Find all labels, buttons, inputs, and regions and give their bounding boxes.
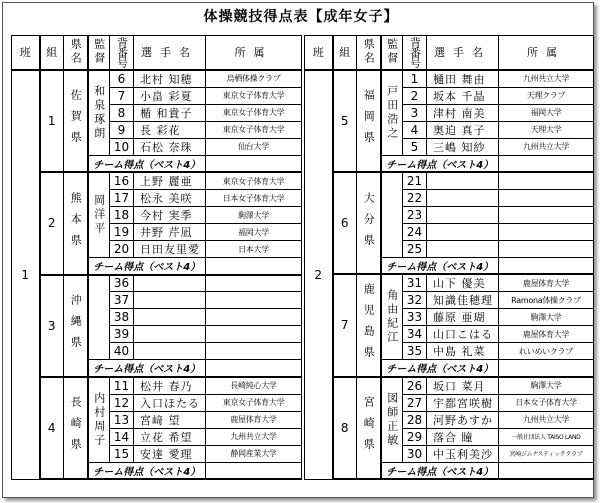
- club-cell: [206, 292, 302, 309]
- player-name-cell: 日田友里愛: [134, 241, 206, 258]
- player-name-cell: 安達 愛理: [134, 445, 206, 462]
- bib-number-cell: 17: [110, 190, 134, 207]
- player-name-cell: 坂口 菜月: [427, 377, 499, 395]
- header-name: 選手名: [134, 36, 206, 70]
- club-cell: [206, 275, 302, 292]
- club-cell: 日本女子体育大学: [206, 190, 302, 207]
- club-cell: 静岡産業大学: [206, 445, 302, 462]
- club-cell: 日本大学: [206, 241, 302, 258]
- team-score-label: チーム得点（ベスト4）: [381, 155, 499, 172]
- bib-number-cell: 4: [403, 121, 427, 138]
- club-cell: 宮崎ジムナスティッククラブ: [499, 445, 594, 462]
- player-name-cell: 山口こはる: [427, 326, 499, 343]
- bib-number-cell: 27: [403, 394, 427, 411]
- bib-number-cell: 21: [403, 172, 427, 189]
- player-name-cell: 立花 希望: [134, 428, 206, 445]
- team-score-value: [499, 360, 594, 377]
- player-name-cell: [134, 343, 206, 360]
- player-row: [305, 70, 594, 88]
- team-score-label: チーム得点（ベスト4）: [381, 462, 499, 479]
- bib-number-cell: 2: [403, 87, 427, 104]
- coach-cell: [88, 275, 110, 360]
- bib-number-cell: 14: [110, 428, 134, 445]
- club-cell: 九州共立大学: [499, 138, 594, 155]
- header-bib: 背番号: [403, 36, 427, 70]
- bib-number-cell: 38: [110, 309, 134, 326]
- club-cell: 福岡大学: [499, 104, 594, 121]
- club-cell: 日本女子体育大学: [499, 394, 594, 411]
- han-cell: 2: [305, 70, 333, 480]
- score-tables: [11, 35, 591, 493]
- club-cell: 鹿屋体育大学: [499, 274, 594, 292]
- header-han: 班: [12, 36, 40, 70]
- player-row: [12, 275, 302, 292]
- header-kumi: 組: [333, 36, 357, 70]
- team-score-value: [206, 462, 302, 479]
- group-number-cell: 5: [333, 70, 357, 173]
- bib-number-cell: 33: [403, 309, 427, 326]
- coach-cell: 岡洋平: [88, 172, 110, 258]
- coach-cell: 和泉琢朗: [88, 70, 110, 156]
- bib-number-cell: 16: [110, 172, 134, 190]
- bib-number-cell: 1: [403, 70, 427, 88]
- player-name-cell: 井野 芹凪: [134, 224, 206, 241]
- club-cell: [499, 206, 594, 223]
- player-name-cell: 小畠 彩夏: [134, 87, 206, 104]
- club-cell: 九州共立大学: [499, 411, 594, 428]
- player-name-cell: [427, 206, 499, 223]
- team-score-value: [206, 360, 302, 377]
- player-name-cell: [134, 309, 206, 326]
- club-cell: 鹿屋体育大学: [206, 411, 302, 428]
- prefecture-cell: 長崎県: [64, 377, 88, 480]
- bib-number-cell: 15: [110, 445, 134, 462]
- player-name-cell: 津村 南美: [427, 104, 499, 121]
- header-row: [12, 36, 302, 70]
- coach-cell: 角由紀江: [381, 274, 403, 360]
- player-name-cell: [134, 326, 206, 343]
- player-row: [305, 274, 594, 292]
- player-row: [12, 377, 302, 395]
- club-cell: [499, 240, 594, 257]
- team-score-value: [499, 155, 594, 172]
- player-name-cell: 三嶋 知紗: [427, 138, 499, 155]
- player-name-cell: [427, 189, 499, 206]
- player-row: [305, 377, 594, 395]
- bib-number-cell: 11: [110, 377, 134, 395]
- player-name-cell: [427, 240, 499, 257]
- bib-number-cell: 5: [403, 138, 427, 155]
- team-score-value: [499, 462, 594, 479]
- club-cell: 仙台大学: [206, 138, 302, 155]
- header-coach: 監督: [88, 36, 110, 70]
- player-name-cell: 宮﨑 望: [134, 411, 206, 428]
- bib-number-cell: 22: [403, 189, 427, 206]
- group-number-cell: 8: [333, 377, 357, 480]
- bib-number-cell: 18: [110, 207, 134, 224]
- header-club: 所属: [206, 36, 302, 70]
- bib-number-cell: 25: [403, 240, 427, 257]
- header-row: [305, 36, 594, 70]
- club-cell: 東京女子体育大学: [206, 172, 302, 190]
- prefecture-cell: 熊本県: [64, 172, 88, 275]
- bib-number-cell: 12: [110, 394, 134, 411]
- page-title: 体操競技得点表【成年女子】: [203, 9, 399, 25]
- team-score-value: [206, 258, 302, 275]
- bib-number-cell: 29: [403, 428, 427, 445]
- player-name-cell: 楯 和貴子: [134, 104, 206, 121]
- score-table-left: [11, 35, 302, 480]
- bib-number-cell: 13: [110, 411, 134, 428]
- club-cell: [206, 343, 302, 360]
- bib-number-cell: 28: [403, 411, 427, 428]
- team-score-label: チーム得点（ベスト4）: [381, 257, 499, 274]
- player-row: [12, 70, 302, 88]
- club-cell: [206, 309, 302, 326]
- bib-number-cell: 37: [110, 292, 134, 309]
- bib-number-cell: 6: [110, 70, 134, 88]
- bib-number-cell: 20: [110, 241, 134, 258]
- coach-cell: [381, 172, 403, 257]
- prefecture-cell: 沖縄県: [64, 275, 88, 377]
- prefecture-cell: 鹿児島県: [357, 274, 381, 377]
- group-number-cell: 4: [40, 377, 64, 480]
- club-cell: 東京女子体育大学: [206, 121, 302, 138]
- team-score-value: [206, 155, 302, 172]
- score-sheet: [2, 2, 594, 498]
- header-han: 班: [305, 36, 333, 70]
- bib-number-cell: 23: [403, 206, 427, 223]
- team-score-value: [499, 257, 594, 274]
- coach-cell: 戸田浩之: [381, 70, 403, 156]
- club-cell: Ramona体操クラブ: [499, 292, 594, 309]
- club-cell: 鹿屋体育大学: [499, 326, 594, 343]
- team-score-label: チーム得点（ベスト4）: [88, 462, 206, 479]
- score-table-right: [304, 35, 594, 480]
- player-name-cell: 坂本 千晶: [427, 87, 499, 104]
- team-score-label: チーム得点（ベスト4）: [88, 258, 206, 275]
- player-row: [12, 172, 302, 190]
- player-name-cell: [427, 172, 499, 189]
- player-name-cell: 長 彩花: [134, 121, 206, 138]
- player-name-cell: 藤原 亜瑚: [427, 309, 499, 326]
- bib-number-cell: 39: [110, 326, 134, 343]
- han-cell: 1: [12, 70, 40, 480]
- player-name-cell: 松永 美咲: [134, 190, 206, 207]
- club-cell: 天理クラブ: [499, 87, 594, 104]
- header-pref: 県名: [64, 36, 88, 70]
- header-coach: 監督: [381, 36, 403, 70]
- header-bib: 背番号: [110, 36, 134, 70]
- bib-number-cell: 30: [403, 445, 427, 462]
- player-name-cell: [427, 223, 499, 240]
- bib-number-cell: 31: [403, 274, 427, 292]
- prefecture-cell: 佐賀県: [64, 70, 88, 173]
- club-cell: れいめいクラブ: [499, 343, 594, 360]
- player-name-cell: [134, 275, 206, 292]
- club-cell: 長崎純心大学: [206, 377, 302, 395]
- bib-number-cell: 7: [110, 87, 134, 104]
- header-club: 所属: [499, 36, 594, 70]
- bib-number-cell: 40: [110, 343, 134, 360]
- club-cell: 駒澤大学: [499, 309, 594, 326]
- header-kumi: 組: [40, 36, 64, 70]
- player-name-cell: 中島 礼菜: [427, 343, 499, 360]
- player-name-cell: 河野あすか: [427, 411, 499, 428]
- club-cell: 東京女子体育大学: [206, 394, 302, 411]
- player-name-cell: 宇都宮咲樹: [427, 394, 499, 411]
- bib-number-cell: 8: [110, 104, 134, 121]
- group-number-cell: 6: [333, 172, 357, 274]
- club-cell: 九州共立大学: [499, 70, 594, 88]
- player-row: [305, 172, 594, 189]
- coach-cell: 図師正敏: [381, 377, 403, 463]
- club-cell: 天理大学: [499, 121, 594, 138]
- group-number-cell: 1: [40, 70, 64, 173]
- player-name-cell: 奥迫 真子: [427, 121, 499, 138]
- club-cell: 駒澤大学: [499, 377, 594, 395]
- group-number-cell: 7: [333, 274, 357, 377]
- player-name-cell: 樋田 舞由: [427, 70, 499, 88]
- team-score-label: チーム得点（ベスト4）: [381, 360, 499, 377]
- prefecture-cell: 大分県: [357, 172, 381, 274]
- bib-number-cell: 3: [403, 104, 427, 121]
- team-score-label: チーム得点（ベスト4）: [88, 360, 206, 377]
- club-cell: 九州共立大学: [206, 428, 302, 445]
- bib-number-cell: 36: [110, 275, 134, 292]
- player-name-cell: 石松 奈珠: [134, 138, 206, 155]
- player-name-cell: 中玉利美沙: [427, 445, 499, 462]
- player-name-cell: 知識佳穂理: [427, 292, 499, 309]
- club-cell: 東京女子体育大学: [206, 104, 302, 121]
- club-cell: [499, 223, 594, 240]
- club-cell: 東京女子体育大学: [206, 87, 302, 104]
- club-cell: 一般社団法人 TAISO LAND: [499, 428, 594, 445]
- group-number-cell: 3: [40, 275, 64, 377]
- player-name-cell: [134, 292, 206, 309]
- club-cell: [499, 172, 594, 189]
- player-name-cell: 北村 知穂: [134, 70, 206, 88]
- prefecture-cell: 宮崎県: [357, 377, 381, 480]
- player-name-cell: 山下 優美: [427, 274, 499, 292]
- team-score-label: チーム得点（ベスト4）: [88, 155, 206, 172]
- club-cell: 福岡大学: [206, 224, 302, 241]
- player-name-cell: 入口ほたる: [134, 394, 206, 411]
- club-cell: 烏栖体操クラブ: [206, 70, 302, 88]
- group-number-cell: 2: [40, 172, 64, 275]
- player-name-cell: 松井 春乃: [134, 377, 206, 395]
- player-name-cell: 落合 瞳: [427, 428, 499, 445]
- bib-number-cell: 32: [403, 292, 427, 309]
- player-name-cell: 上野 麗亜: [134, 172, 206, 190]
- bib-number-cell: 34: [403, 326, 427, 343]
- club-cell: [206, 326, 302, 343]
- header-pref: 県名: [357, 36, 381, 70]
- bib-number-cell: 9: [110, 121, 134, 138]
- header-name: 選手名: [427, 36, 499, 70]
- coach-cell: 内村周子: [88, 377, 110, 463]
- bib-number-cell: 19: [110, 224, 134, 241]
- player-name-cell: 今村 実季: [134, 207, 206, 224]
- prefecture-cell: 福岡県: [357, 70, 381, 173]
- bib-number-cell: 35: [403, 343, 427, 360]
- bib-number-cell: 24: [403, 223, 427, 240]
- club-cell: 駒澤大学: [206, 207, 302, 224]
- club-cell: [499, 189, 594, 206]
- bib-number-cell: 26: [403, 377, 427, 395]
- bib-number-cell: 10: [110, 138, 134, 155]
